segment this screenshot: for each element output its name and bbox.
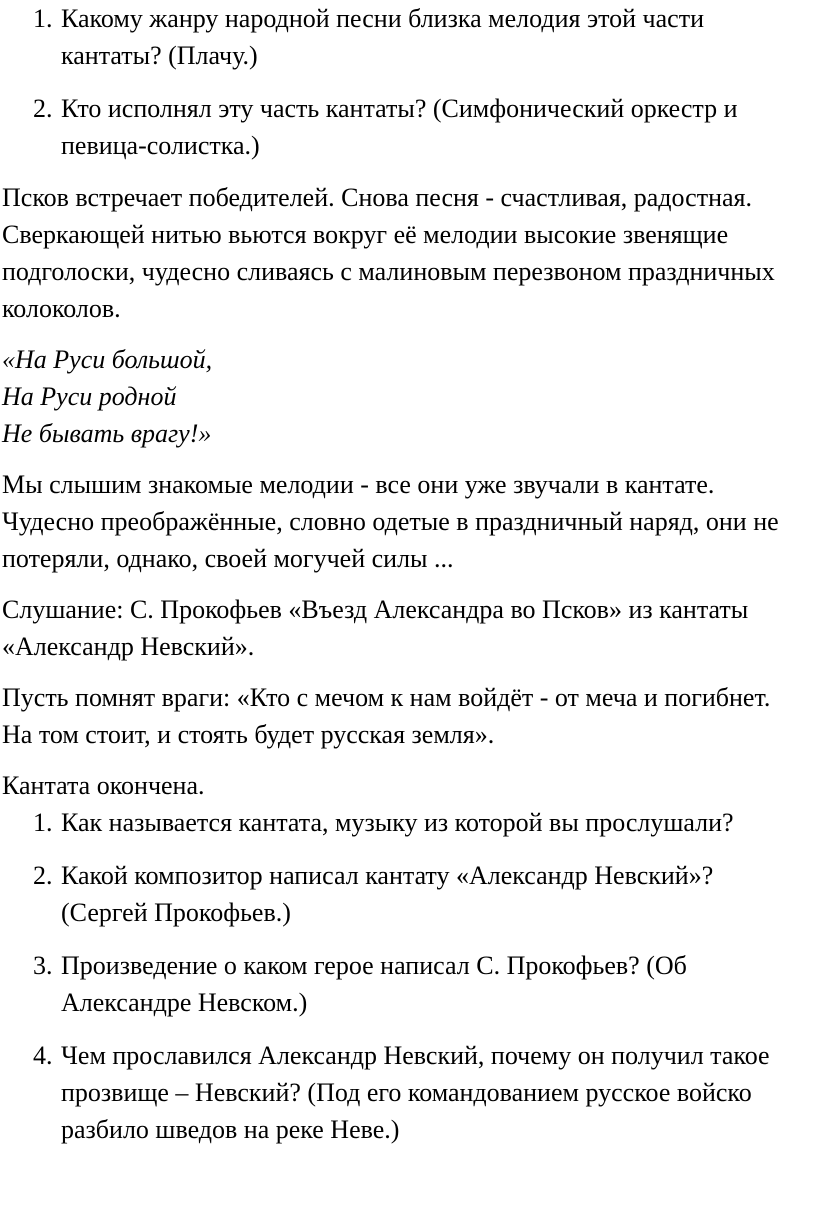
list-item-text: Произведение о каком герое написал С. Прокофьев? (Об Александре Невском.) [61,951,687,1017]
list-number: 3. [33,951,53,980]
list-item [2,90,806,164]
poem-line: На Руси родной [2,382,177,411]
poem-line: «На Руси большой, [2,345,213,374]
list-item [2,857,806,931]
list-item-text: Какой композитор написал кантату «Александр Невский»? (Сергей Прокофьев.) [61,861,714,927]
list-item-text: Какому жанру народной песни близка мелодия этой части кантаты? (Плачу.) [61,4,704,70]
paragraph-pskov: Псков встречает победителей. Снова песня - счастливая, радостная. Сверкающей нитью вьются вокруг её мелодии высокие звенящие подголоски, чудесно сливаясь с малиновым перезвоном праздничных колоколов. [2,183,775,323]
paragraph-melodies: Мы слышим знакомые мелодии - все они уже звучали в кантате. Чудесно преображённые, словно одетые в праздничный наряд, они не потеряли, однако, своей могучей силы ... [2,470,779,573]
list-item [2,804,806,841]
paragraph-end: Кантата окончена. [2,771,205,800]
paragraph-enemies: Пусть помнят враги: «Кто с мечом к нам войдёт - от меча и погибнет. На том стоит, и стоять будет русская земля». [2,683,771,749]
list-number: 2. [33,861,53,890]
list-number: 1. [33,4,53,33]
list-number: 4. [33,1041,53,1070]
poem-quote [2,341,806,452]
list-item [2,0,806,74]
paragraph-listening: Слушание: С. Прокофьев «Въезд Александра во Псков» из кантаты «Александр Невский». [2,595,749,661]
list-item [2,1037,806,1148]
list-item-text: Чем прославился Александр Невский, почему он получил такое прозвище – Невский? (Под его командованием русское войско разбило шведов на реке Неве.) [61,1041,770,1144]
list-number: 2. [33,94,53,123]
question-list-2 [2,804,806,1148]
list-item [2,947,806,1021]
list-item-text: Как называется кантата, музыку из которой вы прослушали? [61,808,734,837]
question-list-1 [2,0,806,164]
list-item-text: Кто исполнял эту часть кантаты? (Симфонический оркестр и певица-солистка.) [61,94,738,160]
list-number: 1. [33,808,53,837]
poem-line: Не бывать врагу!» [2,419,212,448]
